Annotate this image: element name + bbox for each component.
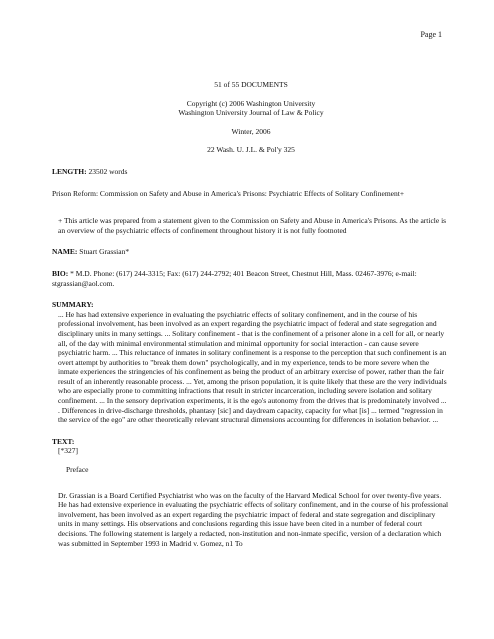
citation: 22 Wash. U. J.L. & Pol'y 325: [207, 145, 295, 155]
page-marker: [*327]: [58, 446, 78, 456]
bio-label: BIO:: [52, 268, 69, 278]
copyright: Copyright (c) 2006 Washington University: [186, 98, 316, 108]
bio-text: * M.D. Phone: (617) 244-3315; Fax: (617) 244-2792; 401 Beacon Street, Chestnut Hill, Mass. 02467-3976; e-mail: stgrassian@aol.com.: [52, 268, 417, 288]
doc-count: 51 of 55 DOCUMENTS: [214, 80, 288, 89]
author-name: Stuart Grassian*: [79, 247, 130, 257]
document-body: [52, 80, 450, 548]
length-label: LENGTH:: [52, 166, 87, 176]
length-value: 23502 words: [88, 166, 128, 176]
summary-label: SUMMARY:: [52, 300, 94, 310]
document-header: [52, 80, 450, 155]
issue-date: Winter, 2006: [231, 126, 271, 136]
bio-line: [52, 269, 450, 288]
name-label: NAME:: [52, 247, 78, 257]
summary-text: ... He has had extensive experience in evaluating the psychiatric effects of solitary confinement, and in the course of his professional involvement, has been involved as an expert regarding the psychiatric impact of federal and state segregation and disciplinary units in many settings. ... Solitary confinement - that is the confinement of a prisoner alone in a cell for all, or nearly all, of the day with minimal environmental stimulation and minimal opportunity for social interaction - can cause severe psychiatric harm. ... This reluctance of inmates in solitary confinement is a response to the perception that such confinement is an overt attempt by authorities to "break them down" psychologically, and in my experience, tends to be more severe when the inmate experiences the stringencies of his confinement as being the product of an arbitrary exercise of power, rather than the fair result of an inherently reasonable process. ... Yet, among the prison population, it is quite likely that these are the very individuals who are especially prone to committing infractions that result in stricter incarceration, including severe isolation and solitary confinement. ... In the sensory deprivation experiments, it is the ego's autonomy from the drives that is predominately involved ... . Differences in drive-discharge thresholds, phantasy [sic] and daydream capacity, capacity for what [is] ... termed "regression in the service of the ego" are other theoretically relevant structural dimensions accounting for differences in isolation behavior. ...: [58, 309, 447, 425]
preface-heading: Preface: [66, 465, 89, 475]
title-footnote: + This article was prepared from a statement given to the Commission on Safety and Abuse in America's Prisons. As the article is an overview of the psychiatric effects of confinement throughout history it is not fully footnoted: [58, 216, 447, 235]
page-number: Page 1: [420, 30, 442, 39]
text-label: TEXT:: [52, 436, 75, 446]
name-line: [52, 247, 450, 257]
article-title: Prison Reform: Commission on Safety and Abuse in America's Prisons: Psychiatric Effects of Solitary Confinement+: [52, 188, 405, 198]
length-line: [52, 167, 450, 177]
body-paragraph: Dr. Grassian is a Board Certified Psychiatrist who was on the faculty of the Harvard Medical School for over twenty-five years. He has had extensive experience in evaluating the psychiatric effects of solitary confinement, and in the course of his professional involvement, has been involved as an expert regarding the psychiatric impact of federal and state segregation and disciplinary units in many settings. His observations and conclusions regarding this issue have been cited in a number of federal court decisions. The following statement is largely a redacted, non-institution and non-inmate specific, version of a declaration which was submitted in September 1993 in Madrid v. Gomez, n1 To: [58, 490, 449, 548]
journal-name: Washington University Journal of Law & Policy: [178, 108, 324, 118]
